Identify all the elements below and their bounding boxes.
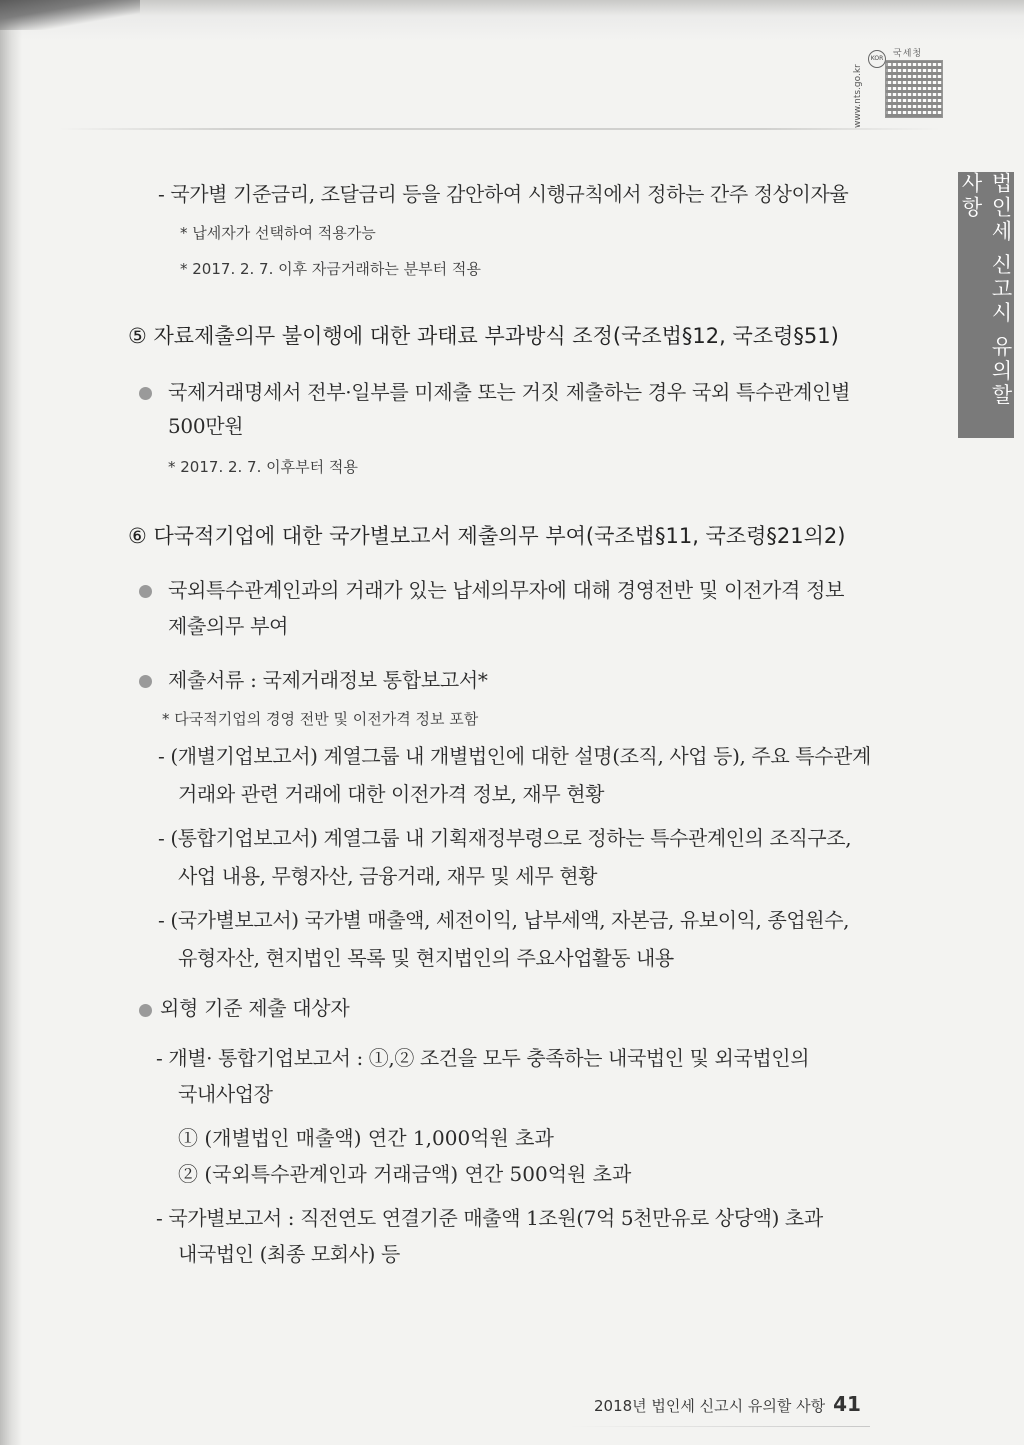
bullet-icon (139, 585, 152, 598)
s6-bullet-2-line: 제출서류 : 국제거래정보 통합보고서* (168, 668, 488, 692)
qr-code-icon (885, 60, 943, 118)
org-name: 국세청 (893, 49, 923, 59)
s6-b3-dash-2-line-2: 내국법인 (최종 모회사) 등 (178, 1242, 400, 1266)
s6-bullet-1-line-2: 제출의무 부여 (168, 614, 289, 638)
bullet-icon (139, 387, 152, 400)
nts-logo-icon: KOR (868, 50, 886, 68)
scan-corner-shadow (0, 0, 140, 30)
s6-b3-dash-1-line-2: 국내사업장 (178, 1082, 273, 1106)
s6-dash-1-line-1: - (개별기업보고서) 계열그룹 내 개별법인에 대한 설명(조직, 사업 등), 주요 특수관계 (158, 744, 871, 768)
qr-code-block (855, 40, 945, 130)
s5-note: * 2017. 2. 7. 이후부터 적용 (168, 458, 358, 476)
s6-dash-3-line-2: 유형자산, 현지법인 목록 및 현지법인의 주요사업활동 내용 (178, 946, 674, 970)
s6-dash-1-line-2: 거래와 관련 거래에 대한 이전가격 정보, 재무 현황 (178, 782, 605, 806)
s6-dash-2-line-1: - (통합기업보고서) 계열그룹 내 기획재정부령으로 정하는 특수관계인의 조직구조, (158, 826, 852, 850)
footer-title: 2018년 법인세 신고시 유의할 사항 (594, 1397, 826, 1415)
scan-shadow-left (0, 0, 22, 1445)
scan-shadow-top (0, 0, 1024, 40)
s5-bullet-line-1: 국제거래명세서 전부·일부를 미제출 또는 거짓 제출하는 경우 국외 특수관계인별 (168, 380, 851, 404)
s6-b3-dash-1-line-1: - 개별· 통합기업보고서 : ①,② 조건을 모두 충족하는 내국법인 및 외국법인의 (156, 1046, 810, 1070)
bullet-icon (139, 1004, 152, 1017)
s6-b3-condition-1: ① (개별법인 매출액) 연간 1,000억원 초과 (178, 1126, 554, 1150)
header-rule (60, 128, 940, 130)
section-5-heading: ⑤ 자료제출의무 불이행에 대한 과태료 부과방식 조정(국조법§12, 국조령§51) (128, 324, 839, 348)
note-optional: * 납세자가 선택하여 적용가능 (180, 224, 376, 242)
page-footer (594, 1392, 861, 1416)
s6-dash-2-line-2: 사업 내용, 무형자산, 금융거래, 재무 및 세무 현황 (178, 864, 598, 888)
dash-item-interest-rate: - 국가별 기준금리, 조달금리 등을 감안하여 시행규칙에서 정하는 간주 정상이자율 (158, 182, 849, 206)
bullet-icon (139, 675, 152, 688)
side-tab-label: 법인세 신고시 유의할 사항 (959, 172, 1013, 408)
s5-bullet-line-2: 500만원 (168, 414, 244, 438)
side-tab (958, 172, 1014, 438)
s6-bullet-1-line-1: 국외특수관계인과의 거래가 있는 납세의무자에 대해 경영전반 및 이전가격 정보 (168, 578, 845, 602)
s6-bullet-3-line: 외형 기준 제출 대상자 (160, 996, 350, 1020)
note-effective-date: * 2017. 2. 7. 이후 자금거래하는 분부터 적용 (180, 260, 481, 278)
qr-url-text: www.nts.go.kr (853, 64, 863, 128)
s6-bullet-2-note: * 다국적기업의 경영 전반 및 이전가격 정보 포함 (162, 710, 479, 728)
s6-b3-condition-2: ② (국외특수관계인과 거래금액) 연간 500억원 초과 (178, 1162, 632, 1186)
page-number: 41 (833, 1392, 861, 1416)
section-6-heading: ⑥ 다국적기업에 대한 국가별보고서 제출의무 부여(국조법§11, 국조령§21의2) (128, 524, 846, 548)
s6-dash-3-line-1: - (국가별보고서) 국가별 매출액, 세전이익, 납부세액, 자본금, 유보이익, 종업원수, (158, 908, 850, 932)
footer-rule (570, 1426, 870, 1427)
s6-b3-dash-2-line-1: - 국가별보고서 : 직전연도 연결기준 매출액 1조원(7억 5천만유로 상당액) 초과 (156, 1206, 823, 1230)
